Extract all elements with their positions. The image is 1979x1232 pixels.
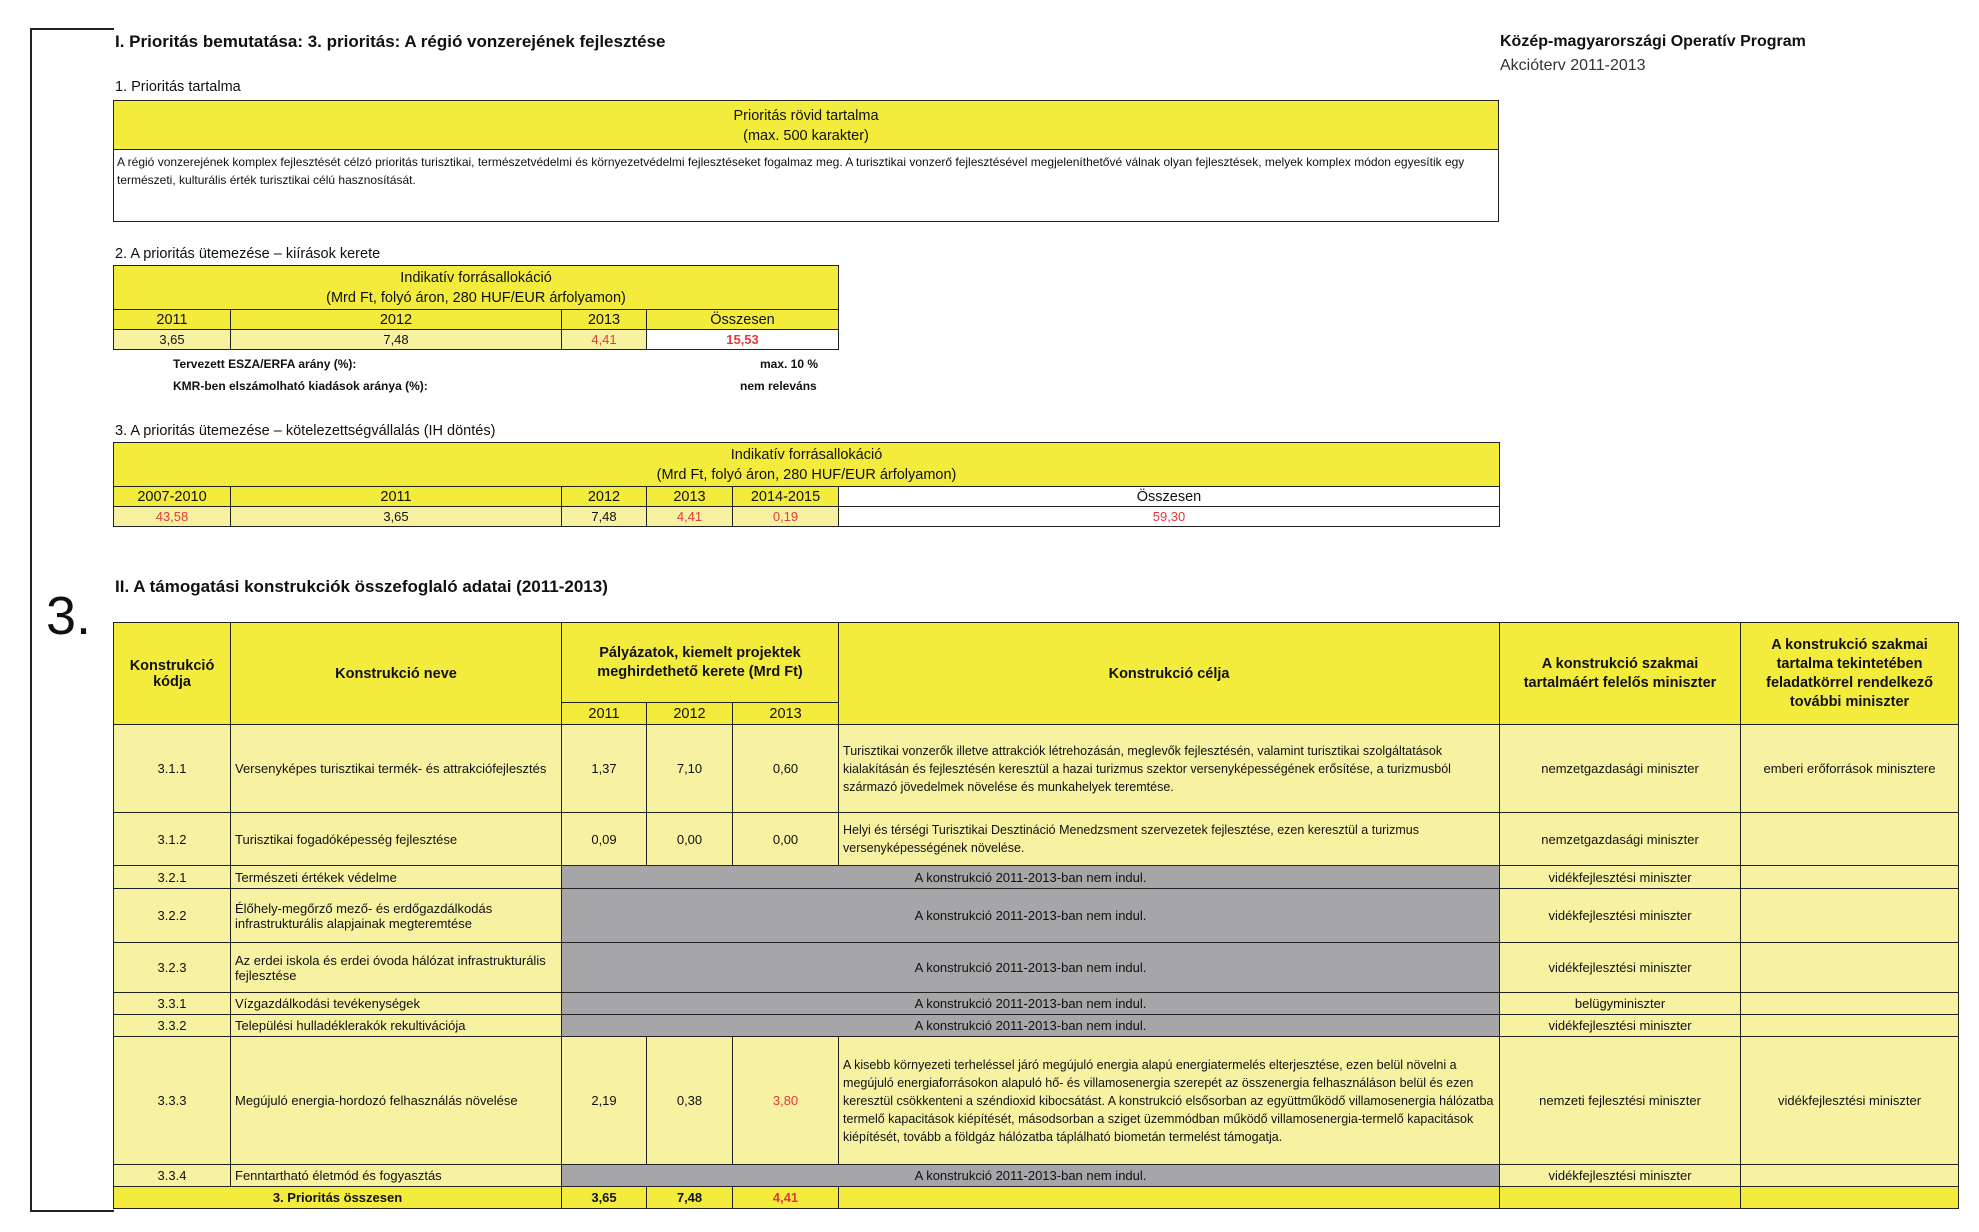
row-other-minister: emberi erőforrások minisztere: [1741, 725, 1959, 813]
row-name: Megújuló energia-hordozó felhasználás növelése: [231, 1037, 562, 1165]
esza-erfa-value: max. 10 %: [760, 357, 819, 371]
row-other-minister: [1741, 993, 1959, 1015]
col-2011: 2011: [231, 487, 562, 507]
row-2013: 0,00: [733, 813, 839, 866]
col-2013: 2013: [562, 310, 647, 330]
constructions-table: [113, 622, 1959, 1209]
val-2014-2015: 0,19: [733, 507, 839, 527]
commitment-table: [113, 442, 1500, 527]
row-other-minister: [1741, 866, 1959, 889]
row-code: 3.3.4: [114, 1165, 231, 1187]
row-2011: 1,37: [562, 725, 647, 813]
total-minister: [1500, 1187, 1741, 1209]
row-other-minister: [1741, 1015, 1959, 1037]
row-2012: 0,38: [647, 1037, 733, 1165]
row-code: 3.1.2: [114, 813, 231, 866]
table-row: [114, 1165, 1959, 1187]
row-2013: 0,60: [733, 725, 839, 813]
row-not-started: A konstrukció 2011-2013-ban nem indul.: [562, 993, 1500, 1015]
row-minister: vidékfejlesztési miniszter: [1500, 866, 1741, 889]
header-budget: Pályázatok, kiemelt projektek meghirdethető kerete (Mrd Ft): [562, 623, 839, 703]
row-not-started: A konstrukció 2011-2013-ban nem indul.: [562, 1015, 1500, 1037]
val-2012: 7,48: [231, 330, 562, 350]
col-2013: 2013: [647, 487, 733, 507]
row-not-started: A konstrukció 2011-2013-ban nem indul.: [562, 866, 1500, 889]
val-2012: 7,48: [562, 507, 647, 527]
col-2012: 2012: [231, 310, 562, 330]
row-2012: 0,00: [647, 813, 733, 866]
val-total: 15,53: [647, 330, 839, 350]
header-2011: 2011: [562, 703, 647, 725]
row-2013: 3,80: [733, 1037, 839, 1165]
section2-label: 2. A prioritás ütemezése – kiírások kerete: [115, 246, 381, 262]
table-row: [114, 889, 1959, 943]
row-minister: belügyminiszter: [1500, 993, 1741, 1015]
row-goal: A kisebb környezeti terheléssel járó megújuló energia alapú energiatermelés elterjesztése, ezen belül növelni a megújuló energiaforrásokon alapuló hő- és villamosenergia szerepét az összenergia felhasználáson belül és ezen keresztül csökkenteni a széndioxid kibocsátást. A konstrukció elsősorban az együttműködő villamosenergia hálózatba termelő kapacitások kiépítését, másodsorban a sziget üzemmódban működő villamosenergia-termelő kapacitások kiépítését, tovább a földgáz hálózatba táplálható biometán termelést támogatja.: [839, 1037, 1500, 1165]
total-2012: 7,48: [647, 1187, 733, 1209]
priority-summary-text: A régió vonzerejének komplex fejlesztését célzó prioritás turisztikai, természetvédelmi és környezetvédelmi fejlesztéseket fogalmaz meg. A turisztikai vonzerő fejlesztésével megjeleníthetővé válnak olyan fejlesztések, melyek komplex módon egyesítik egy természeti, kulturális érték turisztikai célú hasznosítását.: [117, 155, 1465, 187]
row-other-minister: [1741, 943, 1959, 993]
row-name: Vízgazdálkodási tevékenységek: [231, 993, 562, 1015]
row-2011: 2,19: [562, 1037, 647, 1165]
schedule-calls-head: [114, 266, 839, 310]
header-2012: 2012: [647, 703, 733, 725]
section4-title: II. A támogatási konstrukciók összefoglaló adatai (2011-2013): [115, 577, 608, 596]
schedule-calls-head-line1: Indikatív forrásallokáció: [400, 269, 552, 286]
row-name: Élőhely-megőrző mező- és erdőgazdálkodás infrastrukturális alapjainak megteremtése: [231, 889, 562, 943]
row-not-started: A konstrukció 2011-2013-ban nem indul.: [562, 943, 1500, 993]
row-minister: vidékfejlesztési miniszter: [1500, 943, 1741, 993]
total-row: [114, 1187, 1959, 1209]
program-subtitle: Akcióterv 2011-2013: [1500, 57, 1646, 74]
header-name: Konstrukció neve: [231, 623, 562, 725]
col-total: Összesen: [647, 310, 839, 330]
row-code: 3.3.3: [114, 1037, 231, 1165]
section3-label: 3. A prioritás ütemezése – kötelezettségvállalás (IH döntés): [115, 423, 496, 439]
table-row: [114, 993, 1959, 1015]
total-goal: [839, 1187, 1500, 1209]
commitment-head-line2: (Mrd Ft, folyó áron, 280 HUF/EUR árfolyamon): [656, 466, 957, 483]
row-code: 3.3.2: [114, 1015, 231, 1037]
row-2012: 7,10: [647, 725, 733, 813]
val-2007-2010: 43,58: [114, 507, 231, 527]
row-name: Turisztikai fogadóképesség fejlesztése: [231, 813, 562, 866]
kmr-value: nem releváns: [740, 379, 817, 393]
table-row: [114, 1015, 1959, 1037]
row-other-minister: [1741, 813, 1959, 866]
val-2013: 4,41: [562, 330, 647, 350]
table-row: [114, 866, 1959, 889]
row-name: Versenyképes turisztikai termék- és attrakciófejlesztés: [231, 725, 562, 813]
priority-summary-limit: (max. 500 karakter): [743, 128, 869, 144]
row-goal: Turisztikai vonzerők illetve attrakciók létrehozásán, meglevők fejlesztésén, valamint turisztikai szolgáltatások kialakításán és fejlesztésén keresztül a hazai turizmus szektor versenyképességének erősítése, a turizmusból származó jövedelmek növelése és munkahelyek teremtése.: [839, 725, 1500, 813]
row-minister: vidékfejlesztési miniszter: [1500, 889, 1741, 943]
commitment-head: [114, 443, 1500, 487]
row-code: 3.3.1: [114, 993, 231, 1015]
table-row: [114, 1037, 1959, 1165]
row-name: Fenntartható életmód és fogyasztás: [231, 1165, 562, 1187]
row-other-minister: vidékfejlesztési miniszter: [1741, 1037, 1959, 1165]
total-2013: 4,41: [733, 1187, 839, 1209]
row-name: Természeti értékek védelme: [231, 866, 562, 889]
header-2013: 2013: [733, 703, 839, 725]
header-minister: A konstrukció szakmai tartalmáért felelős miniszter: [1500, 623, 1741, 725]
total-2011: 3,65: [562, 1187, 647, 1209]
val-2013: 4,41: [647, 507, 733, 527]
priority-summary-text-box: [113, 150, 1499, 222]
priority-summary-title: Prioritás rövid tartalma: [733, 108, 879, 124]
header-other-minister: A konstrukció szakmai tartalma tekintetében feladatkörrel rendelkező további miniszter: [1741, 623, 1959, 725]
schedule-calls-table: [113, 265, 839, 350]
section-number: 3.: [46, 586, 92, 646]
row-minister: nemzeti fejlesztési miniszter: [1500, 1037, 1741, 1165]
row-goal: Helyi és térségi Turisztikai Desztináció Menedzsment szervezetek fejlesztése, ezen keresztül a turizmus versenyképességének növelése.: [839, 813, 1500, 866]
table-row: [114, 813, 1959, 866]
row-code: 3.2.1: [114, 866, 231, 889]
col-2014-2015: 2014-2015: [733, 487, 839, 507]
row-name: Az erdei iskola és erdei óvoda hálózat infrastrukturális fejlesztése: [231, 943, 562, 993]
header-code: Konstrukció kódja: [114, 623, 231, 725]
section1-label: 1. Prioritás tartalma: [115, 79, 241, 95]
table-row: [114, 943, 1959, 993]
total-other-minister: [1741, 1187, 1959, 1209]
row-2011: 0,09: [562, 813, 647, 866]
esza-erfa-label: Tervezett ESZA/ERFA arány (%):: [173, 357, 357, 371]
row-name: Települési hulladéklerakók rekultivációja: [231, 1015, 562, 1037]
commitment-head-line1: Indikatív forrásallokáció: [730, 446, 883, 463]
page-title: I. Prioritás bemutatása: 3. prioritás: A régió vonzerejének fejlesztése: [115, 32, 666, 51]
row-code: 3.1.1: [114, 725, 231, 813]
table-row: [114, 725, 1959, 813]
val-2011: 3,65: [231, 507, 562, 527]
row-minister: vidékfejlesztési miniszter: [1500, 1015, 1741, 1037]
program-name: Közép-magyarországi Operatív Program: [1500, 33, 1806, 50]
row-code: 3.2.3: [114, 943, 231, 993]
val-2011: 3,65: [114, 330, 231, 350]
row-minister: nemzetgazdasági miniszter: [1500, 725, 1741, 813]
col-2007-2010: 2007-2010: [114, 487, 231, 507]
row-minister: nemzetgazdasági miniszter: [1500, 813, 1741, 866]
kmr-label: KMR-ben elszámolható kiadások aránya (%):: [173, 379, 428, 393]
col-2011: 2011: [114, 310, 231, 330]
schedule-calls-head-line2: (Mrd Ft, folyó áron, 280 HUF/EUR árfolyamon): [326, 289, 626, 306]
row-minister: vidékfejlesztési miniszter: [1500, 1165, 1741, 1187]
col-2012: 2012: [562, 487, 647, 507]
row-code: 3.2.2: [114, 889, 231, 943]
row-not-started: A konstrukció 2011-2013-ban nem indul.: [562, 889, 1500, 943]
row-not-started: A konstrukció 2011-2013-ban nem indul.: [562, 1165, 1500, 1187]
row-other-minister: [1741, 1165, 1959, 1187]
col-total: Összesen: [839, 487, 1500, 507]
priority-summary-header: [113, 100, 1499, 150]
row-other-minister: [1741, 889, 1959, 943]
val-total: 59,30: [839, 507, 1500, 527]
header-goal: Konstrukció célja: [839, 623, 1500, 725]
total-label: 3. Prioritás összesen: [114, 1187, 562, 1209]
